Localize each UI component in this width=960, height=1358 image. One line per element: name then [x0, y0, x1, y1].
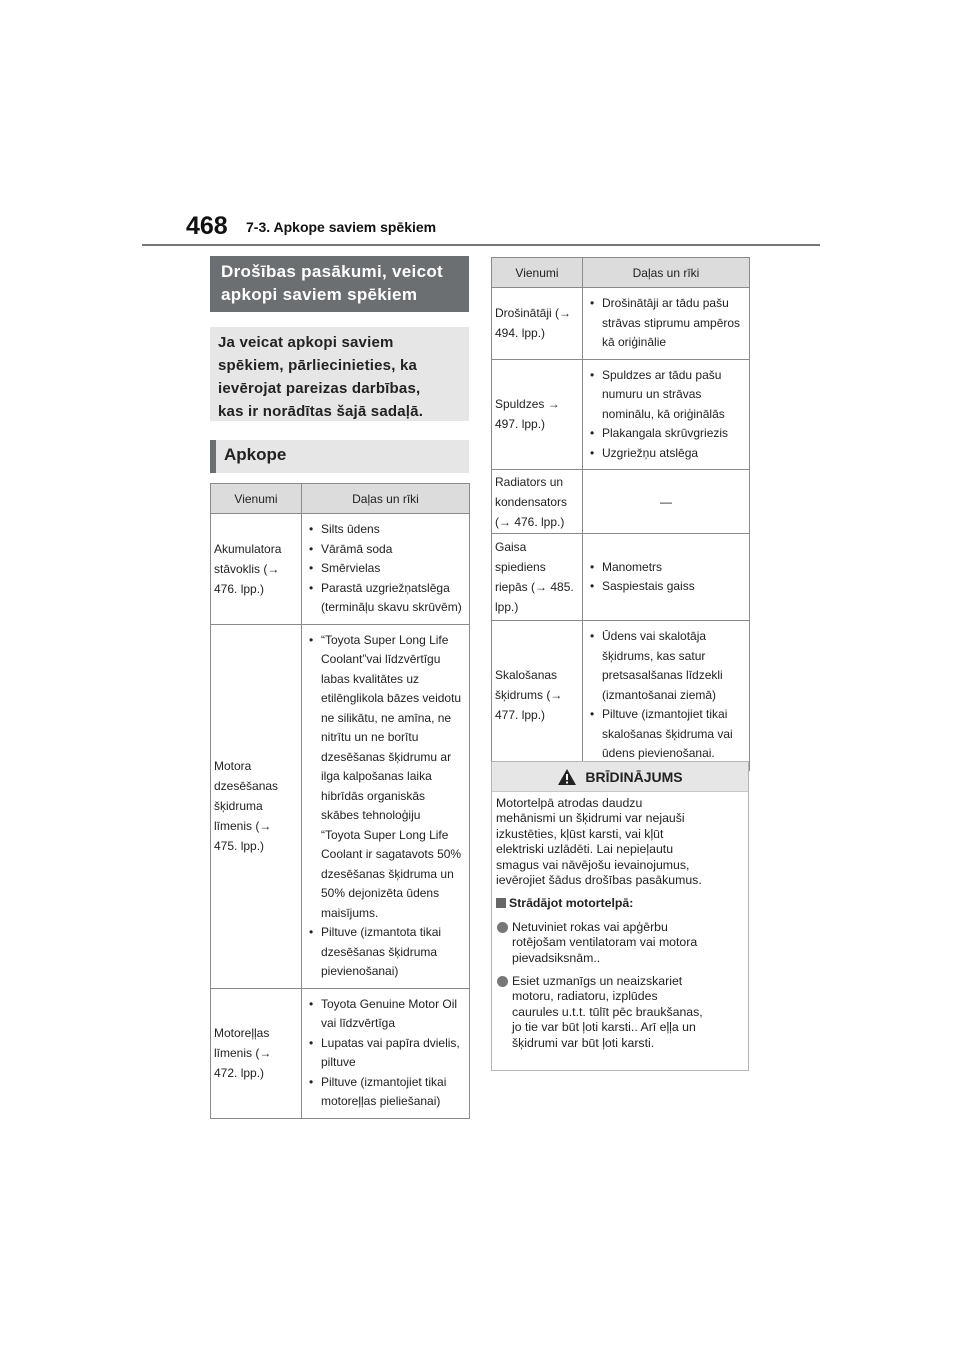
parts-line: strāvas stiprumu ampēros: [602, 315, 741, 330]
table-header-row: [492, 258, 750, 288]
parts-line: numuru un strāvas: [602, 387, 702, 401]
maintenance-table-left: [210, 483, 470, 1119]
item-line: 472. lpp.): [214, 1066, 265, 1080]
warning-triangle-icon: [557, 768, 577, 786]
parts-line: • Drošinātāji ar tādu pašu: [602, 296, 729, 310]
parts-line: (termināļu skavu skrūvēm): [321, 600, 462, 614]
parts-list-item: [306, 559, 465, 579]
parts-list-item: [587, 558, 745, 578]
warning-line: elektriski uzlādēti. Lai nepieļautu: [496, 842, 674, 857]
item-cell: [492, 621, 583, 771]
parts-line: • Manometrs: [602, 559, 663, 574]
parts-line: dzesēšanas šķidruma un: [321, 866, 454, 881]
parts-cell: [302, 988, 470, 1118]
parts-line: pretsasalšanas līdzekli: [602, 668, 723, 682]
item-line: Akumulatora: [214, 541, 282, 556]
parts-cell: [583, 470, 750, 534]
parts-line: • Toyota Genuine Motor Oil: [321, 996, 458, 1011]
parts-line: • Spuldzes ar tādu pašu: [602, 367, 722, 382]
parts-cell: [583, 621, 750, 771]
parts-list-item: [306, 1034, 465, 1073]
intro-line: Ja veicat apkopi saviem: [218, 334, 394, 351]
parts-line: • Uzgriežņu atslēga: [602, 445, 699, 460]
parts-list: [306, 995, 465, 1112]
circle-bullet-icon: [497, 922, 508, 933]
table-row: [492, 359, 750, 470]
item-line: (→ 476. lpp.): [495, 514, 565, 529]
item-line: šķidruma: [214, 799, 263, 813]
item-line: dzesēšanas: [214, 779, 279, 793]
parts-line: dzesēšanas šķidruma: [321, 944, 438, 959]
warning-header: [492, 762, 748, 792]
parts-list-item: [306, 923, 465, 982]
column-header-parts: Daļas un rīki: [302, 484, 470, 514]
item-line: 477. lpp.): [495, 708, 546, 723]
parts-cell: [583, 288, 750, 360]
item-cell: [211, 624, 302, 988]
circle-bullet-icon: [497, 976, 508, 987]
parts-list: [587, 294, 745, 353]
item-line: Spuldzes →: [495, 397, 560, 412]
warning-bullet: Netuviniet rokas vai apģērbu rotējošam ventilatoram vai motora pievadsiksnām..: [496, 920, 744, 966]
item-line: 475. lpp.): [214, 839, 265, 853]
parts-line: maisījums.: [321, 905, 379, 920]
parts-list: [587, 558, 745, 597]
page-number: 468: [186, 212, 228, 240]
item-line: līmenis (→: [214, 1046, 272, 1060]
safety-title-line: apkopi saviem spēkiem: [221, 285, 418, 304]
parts-list-item: [587, 294, 745, 353]
item-line: kondensators: [495, 494, 568, 509]
item-cell: [492, 359, 583, 470]
maintenance-table-right: [491, 257, 750, 771]
parts-line: Coolant”vai līdzvērtīgu: [321, 652, 441, 666]
table-row: [492, 288, 750, 360]
parts-line: • Silts ūdens: [321, 522, 380, 536]
item-line: stāvoklis (→: [214, 561, 280, 576]
item-cell: [492, 288, 583, 360]
parts-cell: [302, 624, 470, 988]
table-row: [211, 624, 470, 988]
table-row: [211, 988, 470, 1118]
maintenance-table-body: [211, 514, 470, 1119]
parts-line: vai līdzvērtīga: [321, 1016, 396, 1030]
parts-line: skābes tehnoloģiju: [321, 808, 421, 822]
parts-list-item: [306, 995, 465, 1034]
parts-line: • Ūdens vai skalotāja: [602, 629, 707, 643]
parts-line: • Vārāmā soda: [321, 541, 393, 556]
parts-line: ne silikātu, ne amīna, ne: [321, 710, 452, 725]
parts-line: • “Toyota Super Long Life: [321, 632, 449, 647]
maintenance-heading: Apkope: [210, 440, 469, 473]
parts-line: • Lupatas vai papīra dvielis,: [321, 1035, 460, 1050]
item-line: 494. lpp.): [495, 326, 546, 341]
parts-line: skalošanas šķidruma vai: [602, 726, 733, 741]
warning-line: ievērojiet šādus drošības pasākumus.: [496, 873, 702, 888]
item-line: riepās (→ 485.: [495, 580, 574, 594]
warning-title: BRĪDINĀJUMS: [585, 768, 683, 785]
item-line: Motora: [214, 759, 252, 773]
table-row: [492, 534, 750, 621]
item-line: spiediens: [495, 560, 546, 574]
table-row: [211, 514, 470, 625]
item-line: 497. lpp.): [495, 417, 546, 432]
warning-box: [491, 761, 749, 1071]
parts-list-item: [306, 1073, 465, 1112]
parts-list: [306, 631, 465, 982]
parts-line: • Smērvielas: [321, 561, 381, 575]
table-header-row: [211, 484, 470, 514]
parts-line: ūdens pievienošanai.: [602, 746, 715, 760]
table-row: [492, 621, 750, 771]
parts-line: šķidrums, kas satur: [602, 648, 706, 663]
parts-list-item: [587, 444, 745, 464]
parts-line: nitrītu un ne borītu: [321, 730, 419, 744]
safety-title-box: [210, 256, 469, 312]
item-line: Motoreļļas: [214, 1026, 270, 1040]
maintenance-table-body: [492, 288, 750, 771]
warning-subheading: Strādājot motortelpā:: [496, 896, 744, 911]
parts-line: • Piltuve (izmantojiet tikai: [602, 707, 728, 721]
warning-line: smagus vai nāvējošu ievainojumus,: [496, 857, 690, 872]
parts-line: motoreļļas pieliešanai): [321, 1094, 441, 1108]
warning-line: Motortelpā atrodas daudzu: [496, 796, 643, 810]
item-line: Gaisa: [495, 540, 527, 554]
item-cell: [211, 988, 302, 1118]
parts-list-item: [306, 579, 465, 618]
column-header-items: Vienumi: [492, 258, 583, 288]
item-line: 476. lpp.): [214, 581, 265, 596]
parts-line: pievienošanai): [321, 964, 399, 978]
parts-line: Coolant ir sagatavots 50%: [321, 847, 462, 861]
header-divider: [142, 244, 820, 246]
parts-list-item: [587, 424, 745, 444]
parts-line: 50% dejonizēta ūdens: [321, 886, 440, 900]
item-line: šķidrums (→: [495, 688, 563, 703]
parts-line: • Piltuve (izmantojiet tikai: [321, 1074, 447, 1089]
parts-line: dzesēšanas šķidrumu ar: [321, 749, 452, 764]
parts-cell: [583, 534, 750, 621]
item-cell: [492, 470, 583, 534]
parts-line: • Plakangala skrūvgriezis: [602, 426, 729, 440]
parts-list: [587, 627, 745, 764]
parts-list-item: [306, 520, 465, 540]
parts-line: labas kvalitātes uz: [321, 671, 420, 686]
parts-line: “Toyota Super Long Life: [321, 827, 449, 842]
section-title: 7-3. Apkope saviem spēkiem: [246, 219, 437, 235]
table-row: [492, 470, 750, 534]
item-cell: [211, 514, 302, 625]
warning-line: mehānismi un šķidrumi var nejauši: [496, 811, 685, 826]
warning-body: [492, 792, 748, 1051]
parts-cell: [583, 359, 750, 470]
parts-list-item: [587, 705, 745, 764]
item-line: lpp.): [495, 600, 519, 614]
intro-line: kas ir norādītas šajā sadaļā.: [218, 403, 424, 420]
parts-list-item: [306, 631, 465, 924]
parts-line: piltuve: [321, 1055, 356, 1069]
empty-dash: —: [660, 494, 672, 509]
parts-line: etilēnglikola bāzes veidotu: [321, 691, 462, 705]
parts-line: nominālu, kā oriģinālās: [602, 406, 725, 421]
parts-line: kā oriģinālie: [602, 335, 667, 349]
parts-list: [306, 520, 465, 618]
item-line: Drošinātāji (→: [495, 306, 572, 321]
parts-line: • Parastā uzgriežņatslēga: [321, 580, 450, 595]
parts-list-item: [587, 627, 745, 705]
item-cell: [492, 534, 583, 621]
intro-line: ievērojat pareizas darbības,: [218, 380, 421, 397]
column-header-items: Vienumi: [211, 484, 302, 514]
parts-line: • Piltuve (izmantota tikai: [321, 925, 442, 939]
parts-list-item: [587, 577, 745, 597]
warning-line: izkustēties, kļūst karsti, vai kļūt: [496, 826, 664, 841]
safety-title-line: Drošības pasākumi, veicot: [221, 262, 443, 281]
parts-line: (izmantošanai ziemā): [602, 687, 717, 702]
intro-box: [210, 327, 469, 421]
warning-bullet: Esiet uzmanīgs un neaizskariet motoru, radiatoru, izplūdes caurules u.t.t. tūlīt pēc braukšanas, jo tie var būt ļoti karsti.. Arī eļļa un šķidrumi var būt ļoti karsti.: [496, 974, 744, 1051]
intro-line: spēkiem, pārliecinieties, ka: [218, 357, 418, 374]
parts-list-item: [306, 540, 465, 560]
item-line: līmenis (→: [214, 819, 272, 833]
item-line: Skalošanas: [495, 668, 558, 683]
column-header-parts: Daļas un rīki: [583, 258, 750, 288]
parts-line: • Saspiestais gaiss: [602, 579, 695, 593]
square-bullet-icon: [496, 898, 506, 908]
parts-line: ilga kalpošanas laika: [321, 769, 432, 783]
parts-list: [587, 366, 745, 464]
parts-line: hibrīdās organiskās: [321, 788, 426, 803]
item-line: Radiators un: [495, 474, 564, 489]
parts-cell: [302, 514, 470, 625]
parts-list-item: [587, 366, 745, 425]
